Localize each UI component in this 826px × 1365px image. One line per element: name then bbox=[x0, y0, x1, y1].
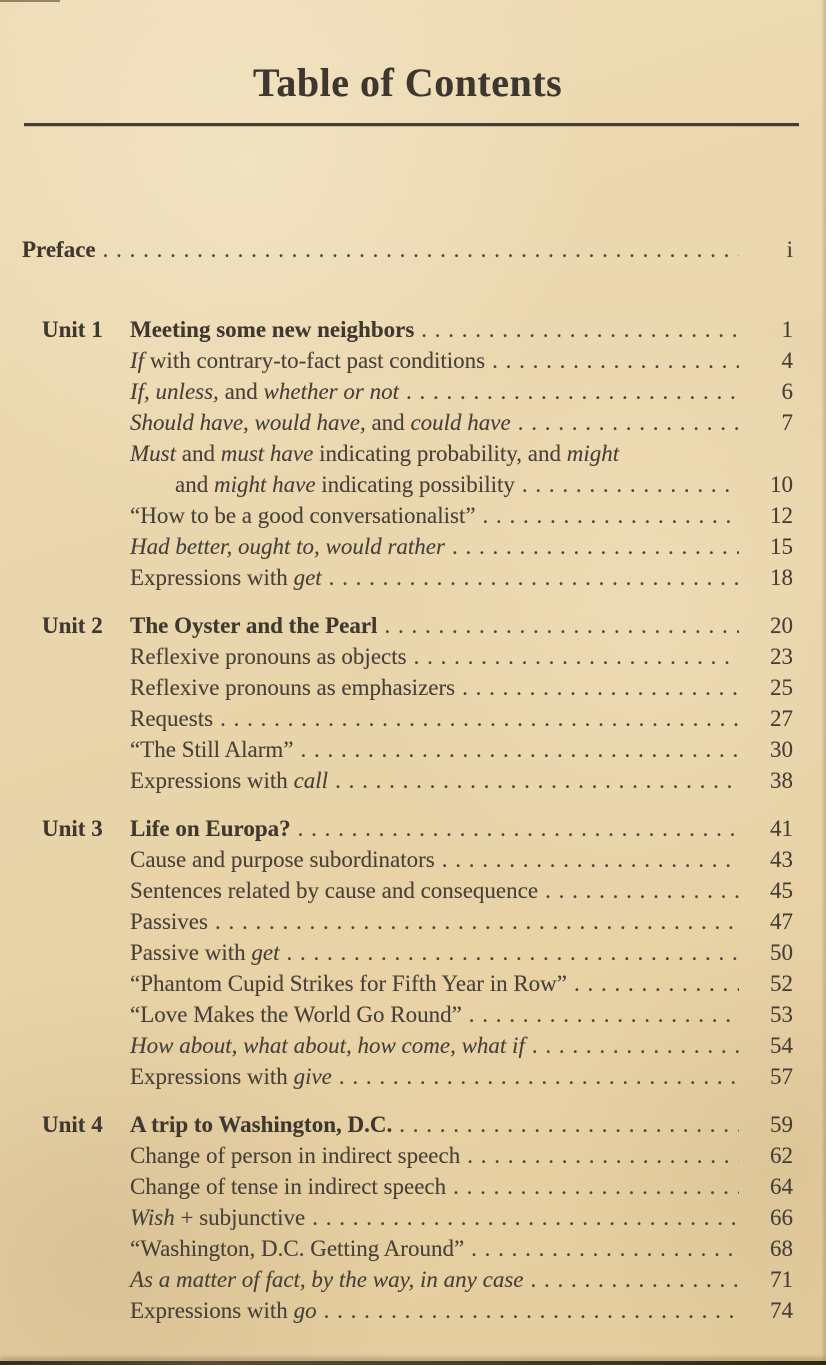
entry-text-segment: Must bbox=[130, 440, 176, 466]
dot-leader bbox=[462, 672, 739, 703]
toc-unit bbox=[22, 610, 793, 796]
dot-leader bbox=[453, 1171, 739, 1202]
page-number: 12 bbox=[770, 502, 793, 528]
dot-leader bbox=[421, 314, 739, 345]
entry-text-segment: + subjunctive bbox=[174, 1204, 306, 1230]
entry-text-segment: Expressions with bbox=[130, 564, 294, 590]
unit-title bbox=[130, 610, 377, 641]
entry-text-segment: get bbox=[293, 564, 322, 590]
dot-leader bbox=[287, 937, 740, 968]
entry-title bbox=[130, 844, 435, 875]
toc-entry-row bbox=[22, 999, 793, 1030]
unit-label: Unit 4 bbox=[42, 1111, 103, 1137]
dot-leader bbox=[471, 1233, 739, 1264]
entry-title bbox=[130, 1171, 446, 1202]
entry-title bbox=[130, 407, 511, 438]
page-number: 52 bbox=[770, 970, 793, 996]
page-number: 23 bbox=[770, 643, 793, 669]
dot-leader bbox=[324, 1295, 739, 1326]
toc-entry-row bbox=[22, 1061, 793, 1092]
entry-text-segment: A trip to Washington, D.C. bbox=[130, 1111, 393, 1137]
dot-leader bbox=[483, 500, 739, 531]
page-number: 38 bbox=[770, 767, 793, 793]
page-number: 53 bbox=[770, 1001, 793, 1027]
unit-title bbox=[130, 314, 414, 345]
page-number: 6 bbox=[781, 378, 793, 404]
page-number: 57 bbox=[770, 1063, 793, 1089]
entry-text-segment: Expressions with bbox=[130, 767, 294, 793]
unit-label: Unit 1 bbox=[42, 316, 103, 342]
entry-text-segment: If bbox=[130, 347, 145, 373]
page-number: 27 bbox=[770, 705, 793, 731]
dot-leader bbox=[298, 813, 739, 844]
entry-title bbox=[130, 1233, 464, 1264]
entry-text-segment: indicating probability, and bbox=[313, 440, 567, 466]
entry-text-segment: indicating possibility bbox=[315, 471, 515, 497]
page-number: 64 bbox=[770, 1173, 793, 1199]
entry-text-segment: Meeting some new neighbors bbox=[130, 316, 415, 342]
dot-leader bbox=[492, 345, 739, 376]
dot-leader bbox=[530, 1264, 739, 1295]
dot-leader bbox=[384, 610, 739, 641]
toc-entry-row bbox=[22, 734, 793, 765]
entry-text-segment: go bbox=[293, 1297, 317, 1323]
preface-entry-row bbox=[22, 234, 793, 265]
entry-text-segment: and bbox=[218, 378, 264, 404]
entry-text-segment: Cause and purpose subordinators bbox=[130, 846, 435, 872]
entry-text-segment: Reflexive pronouns as objects bbox=[130, 643, 407, 669]
dot-leader bbox=[339, 1061, 739, 1092]
entry-title bbox=[130, 1202, 305, 1233]
entry-text-segment: call bbox=[293, 767, 329, 793]
entry-title bbox=[130, 345, 485, 376]
page-number: 18 bbox=[770, 564, 793, 590]
toc-entry-row bbox=[22, 1233, 793, 1264]
dot-leader bbox=[467, 1140, 739, 1171]
toc-unit bbox=[22, 1109, 793, 1326]
dot-leader bbox=[301, 734, 739, 765]
page-number: 25 bbox=[770, 674, 793, 700]
entry-title bbox=[130, 703, 213, 734]
toc-units bbox=[22, 314, 793, 1326]
entry-text-segment: Sentences related by cause and consequence bbox=[130, 877, 539, 903]
toc-entry-row bbox=[22, 968, 793, 999]
entry-text-segment: might bbox=[566, 440, 620, 466]
toc-entry-row bbox=[22, 1264, 793, 1295]
page-number: 20 bbox=[770, 612, 793, 638]
page-number: 45 bbox=[770, 877, 793, 903]
entry-title bbox=[130, 376, 399, 407]
dot-leader bbox=[220, 703, 739, 734]
entry-text-segment: The Oyster and the Pearl bbox=[130, 612, 378, 638]
dot-leader bbox=[522, 469, 739, 500]
scan-edge-bottom bbox=[0, 1361, 826, 1365]
scan-edge-right bbox=[821, 0, 826, 1365]
entry-text-segment: might have bbox=[213, 471, 316, 497]
dot-leader bbox=[329, 562, 739, 593]
entry-text-segment: give bbox=[293, 1063, 332, 1089]
page-number: 62 bbox=[770, 1142, 793, 1168]
dot-leader bbox=[518, 407, 739, 438]
dot-leader bbox=[442, 844, 739, 875]
unit-label: Unit 3 bbox=[42, 815, 103, 841]
toc-entry-row bbox=[22, 376, 793, 407]
unit-title bbox=[130, 1109, 392, 1140]
entry-text-segment: Wish bbox=[130, 1204, 175, 1230]
entry-title bbox=[130, 875, 538, 906]
entry-text-segment: “How to be a good conversationalist” bbox=[130, 502, 476, 528]
toc-entry-row bbox=[22, 469, 793, 500]
entry-title bbox=[130, 531, 445, 562]
toc-entry-row bbox=[22, 1171, 793, 1202]
entry-title bbox=[130, 469, 515, 500]
entry-title bbox=[130, 968, 567, 999]
entry-text-segment: with contrary-to-fact past conditions bbox=[144, 347, 486, 373]
page-number: 30 bbox=[770, 736, 793, 762]
entry-text-segment: Passive with bbox=[130, 939, 252, 965]
entry-text-segment: and bbox=[176, 440, 221, 466]
toc-entry-row bbox=[22, 875, 793, 906]
entry-title bbox=[130, 1030, 525, 1061]
dot-leader bbox=[399, 1109, 739, 1140]
page-number: 7 bbox=[781, 409, 793, 435]
entry-text-segment: and bbox=[175, 471, 214, 497]
entry-text-segment: Expressions with bbox=[130, 1297, 294, 1323]
page-number: 59 bbox=[770, 1111, 793, 1137]
page-number: 47 bbox=[770, 908, 793, 934]
entry-text-segment: Life on Europa? bbox=[130, 815, 291, 841]
page-number: 10 bbox=[770, 471, 793, 497]
toc-entry-row bbox=[22, 641, 793, 672]
dot-leader bbox=[312, 1202, 739, 1233]
page-number: 1 bbox=[781, 316, 793, 342]
toc-entry-row bbox=[22, 500, 793, 531]
entry-text-segment: Change of tense in indirect speech bbox=[130, 1173, 447, 1199]
page-number: 74 bbox=[770, 1297, 793, 1323]
entry-title bbox=[130, 641, 407, 672]
entry-title bbox=[130, 500, 476, 531]
toc-entry-row bbox=[22, 1140, 793, 1171]
entry-text-segment: Expressions with bbox=[130, 1063, 294, 1089]
title-rule bbox=[24, 123, 799, 126]
dot-leader bbox=[452, 531, 739, 562]
toc-entry-row bbox=[22, 703, 793, 734]
unit-title bbox=[130, 813, 291, 844]
unit-header-row bbox=[22, 813, 793, 844]
entry-text-segment: and bbox=[365, 409, 411, 435]
entry-text-segment: “Love Makes the World Go Round” bbox=[130, 1001, 462, 1027]
entry-text-segment: Should have, would have, bbox=[130, 409, 366, 435]
entry-text-segment: must have bbox=[220, 440, 314, 466]
dot-leader bbox=[103, 234, 739, 265]
dot-leader bbox=[574, 968, 739, 999]
toc-entry-row bbox=[22, 672, 793, 703]
dot-leader bbox=[406, 376, 739, 407]
toc-entry-row bbox=[22, 407, 793, 438]
toc-entry-row bbox=[22, 1202, 793, 1233]
preface-label: Preface bbox=[22, 236, 96, 262]
entry-text-segment: As a matter of fact, by the way, in any case bbox=[130, 1266, 524, 1292]
entry-title bbox=[130, 999, 462, 1030]
dot-leader bbox=[414, 641, 739, 672]
entry-title bbox=[130, 765, 328, 796]
entry-title bbox=[130, 1140, 460, 1171]
toc-entry-row bbox=[22, 906, 793, 937]
page-number: 4 bbox=[781, 347, 793, 373]
unit-header-row bbox=[22, 610, 793, 641]
entry-title bbox=[130, 906, 208, 937]
entry-text-segment: If, unless, bbox=[130, 378, 219, 404]
entry-title bbox=[130, 937, 280, 968]
scan-edge-top bbox=[0, 0, 60, 2]
entry-text-segment: Had better, ought to, would rather bbox=[130, 533, 445, 559]
page-number: 50 bbox=[770, 939, 793, 965]
toc-entry-row bbox=[22, 1295, 793, 1326]
entry-title bbox=[130, 562, 322, 593]
entry-text-segment: Reflexive pronouns as emphasizers bbox=[130, 674, 456, 700]
page-number: 41 bbox=[770, 815, 793, 841]
dot-leader bbox=[215, 906, 739, 937]
unit-label: Unit 2 bbox=[42, 612, 103, 638]
dot-leader bbox=[335, 765, 739, 796]
dot-leader bbox=[469, 999, 739, 1030]
toc-body bbox=[22, 234, 793, 1326]
entry-title bbox=[130, 438, 619, 469]
entry-text-segment: get bbox=[251, 939, 280, 965]
dot-leader bbox=[545, 875, 739, 906]
toc-entry-row bbox=[22, 1030, 793, 1061]
page-number: 66 bbox=[770, 1204, 793, 1230]
dot-leader bbox=[532, 1030, 739, 1061]
page-title: Table of Contents bbox=[252, 60, 563, 105]
page-number: 71 bbox=[770, 1266, 793, 1292]
toc-entry-row bbox=[22, 345, 793, 376]
entry-text-segment: Change of person in indirect speech bbox=[130, 1142, 461, 1168]
entry-title bbox=[130, 1061, 332, 1092]
preface-page-number: i bbox=[786, 236, 793, 262]
entry-text-segment: “The Still Alarm” bbox=[130, 736, 294, 762]
toc-entry-row bbox=[22, 562, 793, 593]
entry-title bbox=[130, 1295, 317, 1326]
entry-text-segment: “Washington, D.C. Getting Around” bbox=[130, 1235, 465, 1261]
toc-entry-row bbox=[22, 844, 793, 875]
entry-text-segment: How about, what about, how come, what if bbox=[130, 1032, 525, 1058]
page-number: 43 bbox=[770, 846, 793, 872]
toc-unit bbox=[22, 314, 793, 593]
toc-unit bbox=[22, 813, 793, 1092]
toc-entry-row bbox=[22, 765, 793, 796]
page-number: 54 bbox=[770, 1032, 793, 1058]
entry-title bbox=[130, 1264, 523, 1295]
entry-text-segment: Requests bbox=[130, 705, 214, 731]
unit-header-row bbox=[22, 1109, 793, 1140]
page-number: 68 bbox=[770, 1235, 793, 1261]
page-number: 15 bbox=[770, 533, 793, 559]
toc-entry-row bbox=[22, 438, 793, 469]
entry-text-segment: whether or not bbox=[263, 378, 399, 404]
entry-title bbox=[130, 672, 455, 703]
entry-text-segment: “Phantom Cupid Strikes for Fifth Year in Row” bbox=[130, 970, 567, 996]
toc-entry-row bbox=[22, 531, 793, 562]
toc-entry-row bbox=[22, 937, 793, 968]
unit-header-row bbox=[22, 314, 793, 345]
entry-text-segment: could have bbox=[410, 409, 511, 435]
entry-text-segment: Passives bbox=[130, 908, 208, 934]
entry-title bbox=[130, 734, 294, 765]
